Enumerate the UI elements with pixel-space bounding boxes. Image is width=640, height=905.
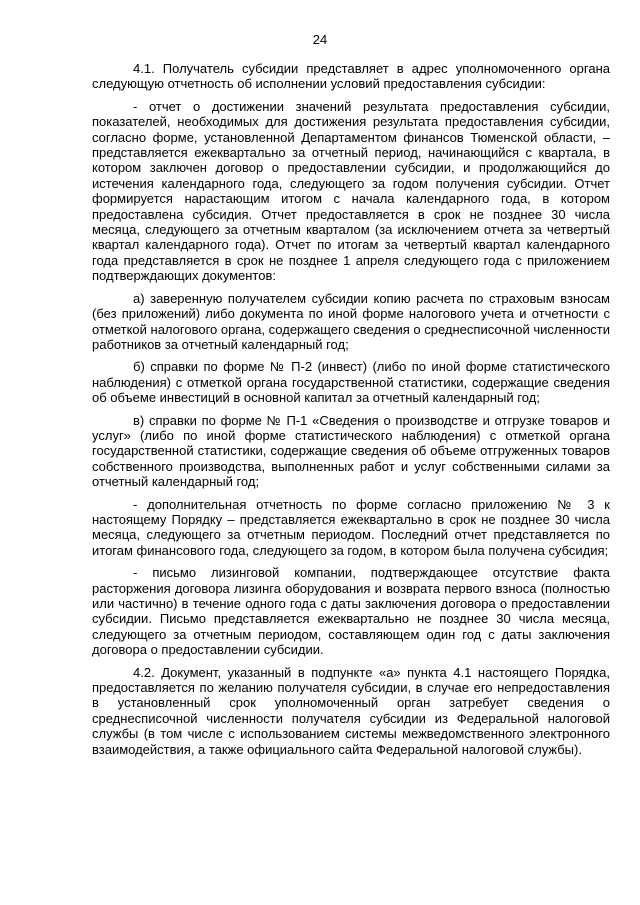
page-number: 24 [312, 32, 328, 47]
paragraph-item-a: а) заверенную получателем субсидии копию расчета по страховым взносам (без приложений) либо документа по иной форме налогового учета и отчетности с отметкой налогового органа, содержащего сведения о среднесписочной численности работников за отчетный календарный год; [92, 290, 611, 352]
paragraph-result-report: - отчет о достижении значений результата предоставления субсидии, показателей, необходимых для достижения результата предоставления субсидии, согласно форме, установленной Департаментом финансов Тюменской области, – представляется ежеквартально за отчетный период, начинающийся с квартала, в котором заключен договор о предоставлении субсидии, и продолжающийся до истечения календарного года, следующего за годом получения субсидии. Отчет формируется нарастающим итогом с начала календарного года, в котором предоставлена субсидия. Отчет предоставляется в срок не позднее 30 числа месяца, следующего за отчетным кварталом (за исключением отчета за четвертый квартал календарного года). Отчет по итогам за четвертый квартал календарного года представляется в срок не позднее 1 апреля следующего года с приложением подтверждающих документов: [92, 98, 610, 284]
paragraph-item-v: в) справки по форме № П-1 «Сведения о производстве и отгрузке товаров и услуг» (либо по иной форме статистического наблюдения) с отметкой органа государственной статистики, содержащие сведения об объеме отгруженных товаров собственного производства, выполненных работ и услуг собственными силами за отчетный календарный год; [92, 412, 610, 490]
paragraph-additional-report: - дополнительная отчетность по форме согласно приложению № 3 к настоящему Порядку – представляется ежеквартально в срок не позднее 30 числа месяца, следующего за отчетным периодом. Последний отчет представляется по итогам финансового года, следующего за годом, в котором была получена субсидия; [92, 496, 610, 558]
paragraph-leasing-letter: - письмо лизинговой компании, подтверждающее отсутствие факта расторжения договора лизинга оборудования и возврата первого взноса (полностью или частично) в течение одного года с даты заключения договора о предоставлении субсидии. Письмо представляется ежеквартально не позднее 30 числа месяца, следующего за отчетным периодом, составляющем один год с даты заключения договора о предоставлении субсидии. [92, 565, 610, 658]
paragraph-4-2: 4.2. Документ, указанный в подпункте «а» пункта 4.1 настоящего Порядка, предоставляется по желанию получателя субсидии, в случае его непредоставления в установленный срок уполномоченный орган затребует сведения о среднесписочной численности получателя субсидии из Федеральной налоговой службы (в том числе с использованием системы межведомственного электронного взаимодействия, а также официального сайта Федеральной налоговой службы). [92, 664, 610, 757]
paragraph-4-1-intro: 4.1. Получатель субсидии представляет в адрес уполномоченного органа следующую отчетность об исполнении условий предоставления субсидии: [92, 61, 610, 92]
paragraph-item-b: б) справки по форме № П-2 (инвест) (либо по иной форме статистического наблюдения) с отметкой органа государственной статистики, содержащие сведения об объеме инвестиций в основной капитал за отчетный календарный год; [92, 359, 610, 406]
document-body [92, 61, 610, 764]
